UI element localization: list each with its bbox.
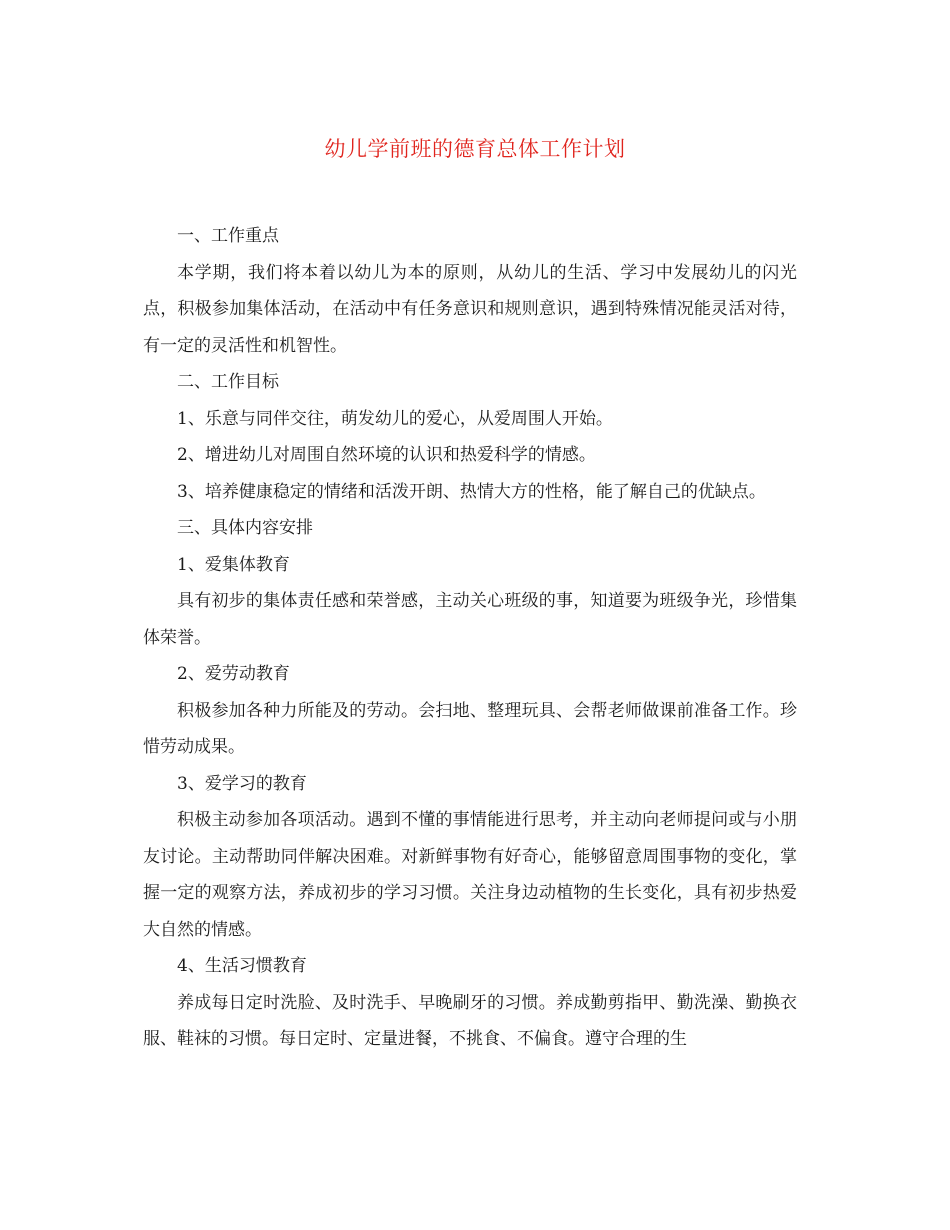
heading-work-goals: 二、工作目标 [177, 372, 279, 392]
goal-item-1: 1、乐意与同伴交往，萌发幼儿的爱心，从爱周围人开始。 [177, 408, 613, 429]
document-title: 幼儿学前班的德育总体工作计划 [324, 137, 626, 161]
heading-work-focus: 一、工作重点 [177, 226, 279, 246]
subheading-labor-education: 2、爱劳动教育 [177, 664, 290, 684]
heading-content-arrangement: 三、具体内容安排 [177, 518, 313, 538]
paragraph-learning-education: 积极主动参加各项活动。遇到不懂的事情能进行思考，并主动向老师提问或与小朋友讨论。主动帮助同伴解决困难。对新鲜事物有好奇心，能够留意周围事物的变化，掌握一定的观察方法，养成初步的学习习惯。关注身边动植物的生长变化，具有初步热爱大自然的情感。 [143, 810, 797, 940]
subheading-collective-education: 1、爱集体教育 [177, 554, 290, 575]
subheading-habit-education: 4、生活习惯教育 [177, 956, 307, 976]
subheading-learning-education: 3、爱学习的教育 [177, 773, 307, 794]
goal-item-3: 3、培养健康稳定的情绪和活泼开朗、热情大方的性格，能了解自己的优缺点。 [177, 481, 766, 502]
goal-item-2: 2、增进幼儿对周围自然环境的认识和热爱科学的情感。 [177, 445, 596, 465]
paragraph-habit-education: 养成每日定时洗脸、及时洗手、早晚刷牙的习惯。养成勤剪指甲、勤洗澡、勤换衣服、鞋袜的习惯。每日定时、定量进餐，不挑食、不偏食。遵守合理的生 [143, 992, 797, 1049]
paragraph-collective-education: 具有初步的集体责任感和荣誉感，主动关心班级的事，知道要为班级争光，珍惜集体荣誉。 [143, 591, 797, 648]
paragraph-labor-education: 积极参加各种力所能及的劳动。会扫地、整理玩具、会帮老师做课前准备工作。珍惜劳动成果。 [143, 700, 797, 757]
document-body [143, 218, 797, 1058]
paragraph-work-focus: 本学期，我们将本着以幼儿为本的原则，从幼儿的生活、学习中发展幼儿的闪光点，积极参加集体活动，在活动中有任务意识和规则意识，遇到特殊情况能灵活对待，有一定的灵活性和机智性。 [143, 262, 797, 356]
